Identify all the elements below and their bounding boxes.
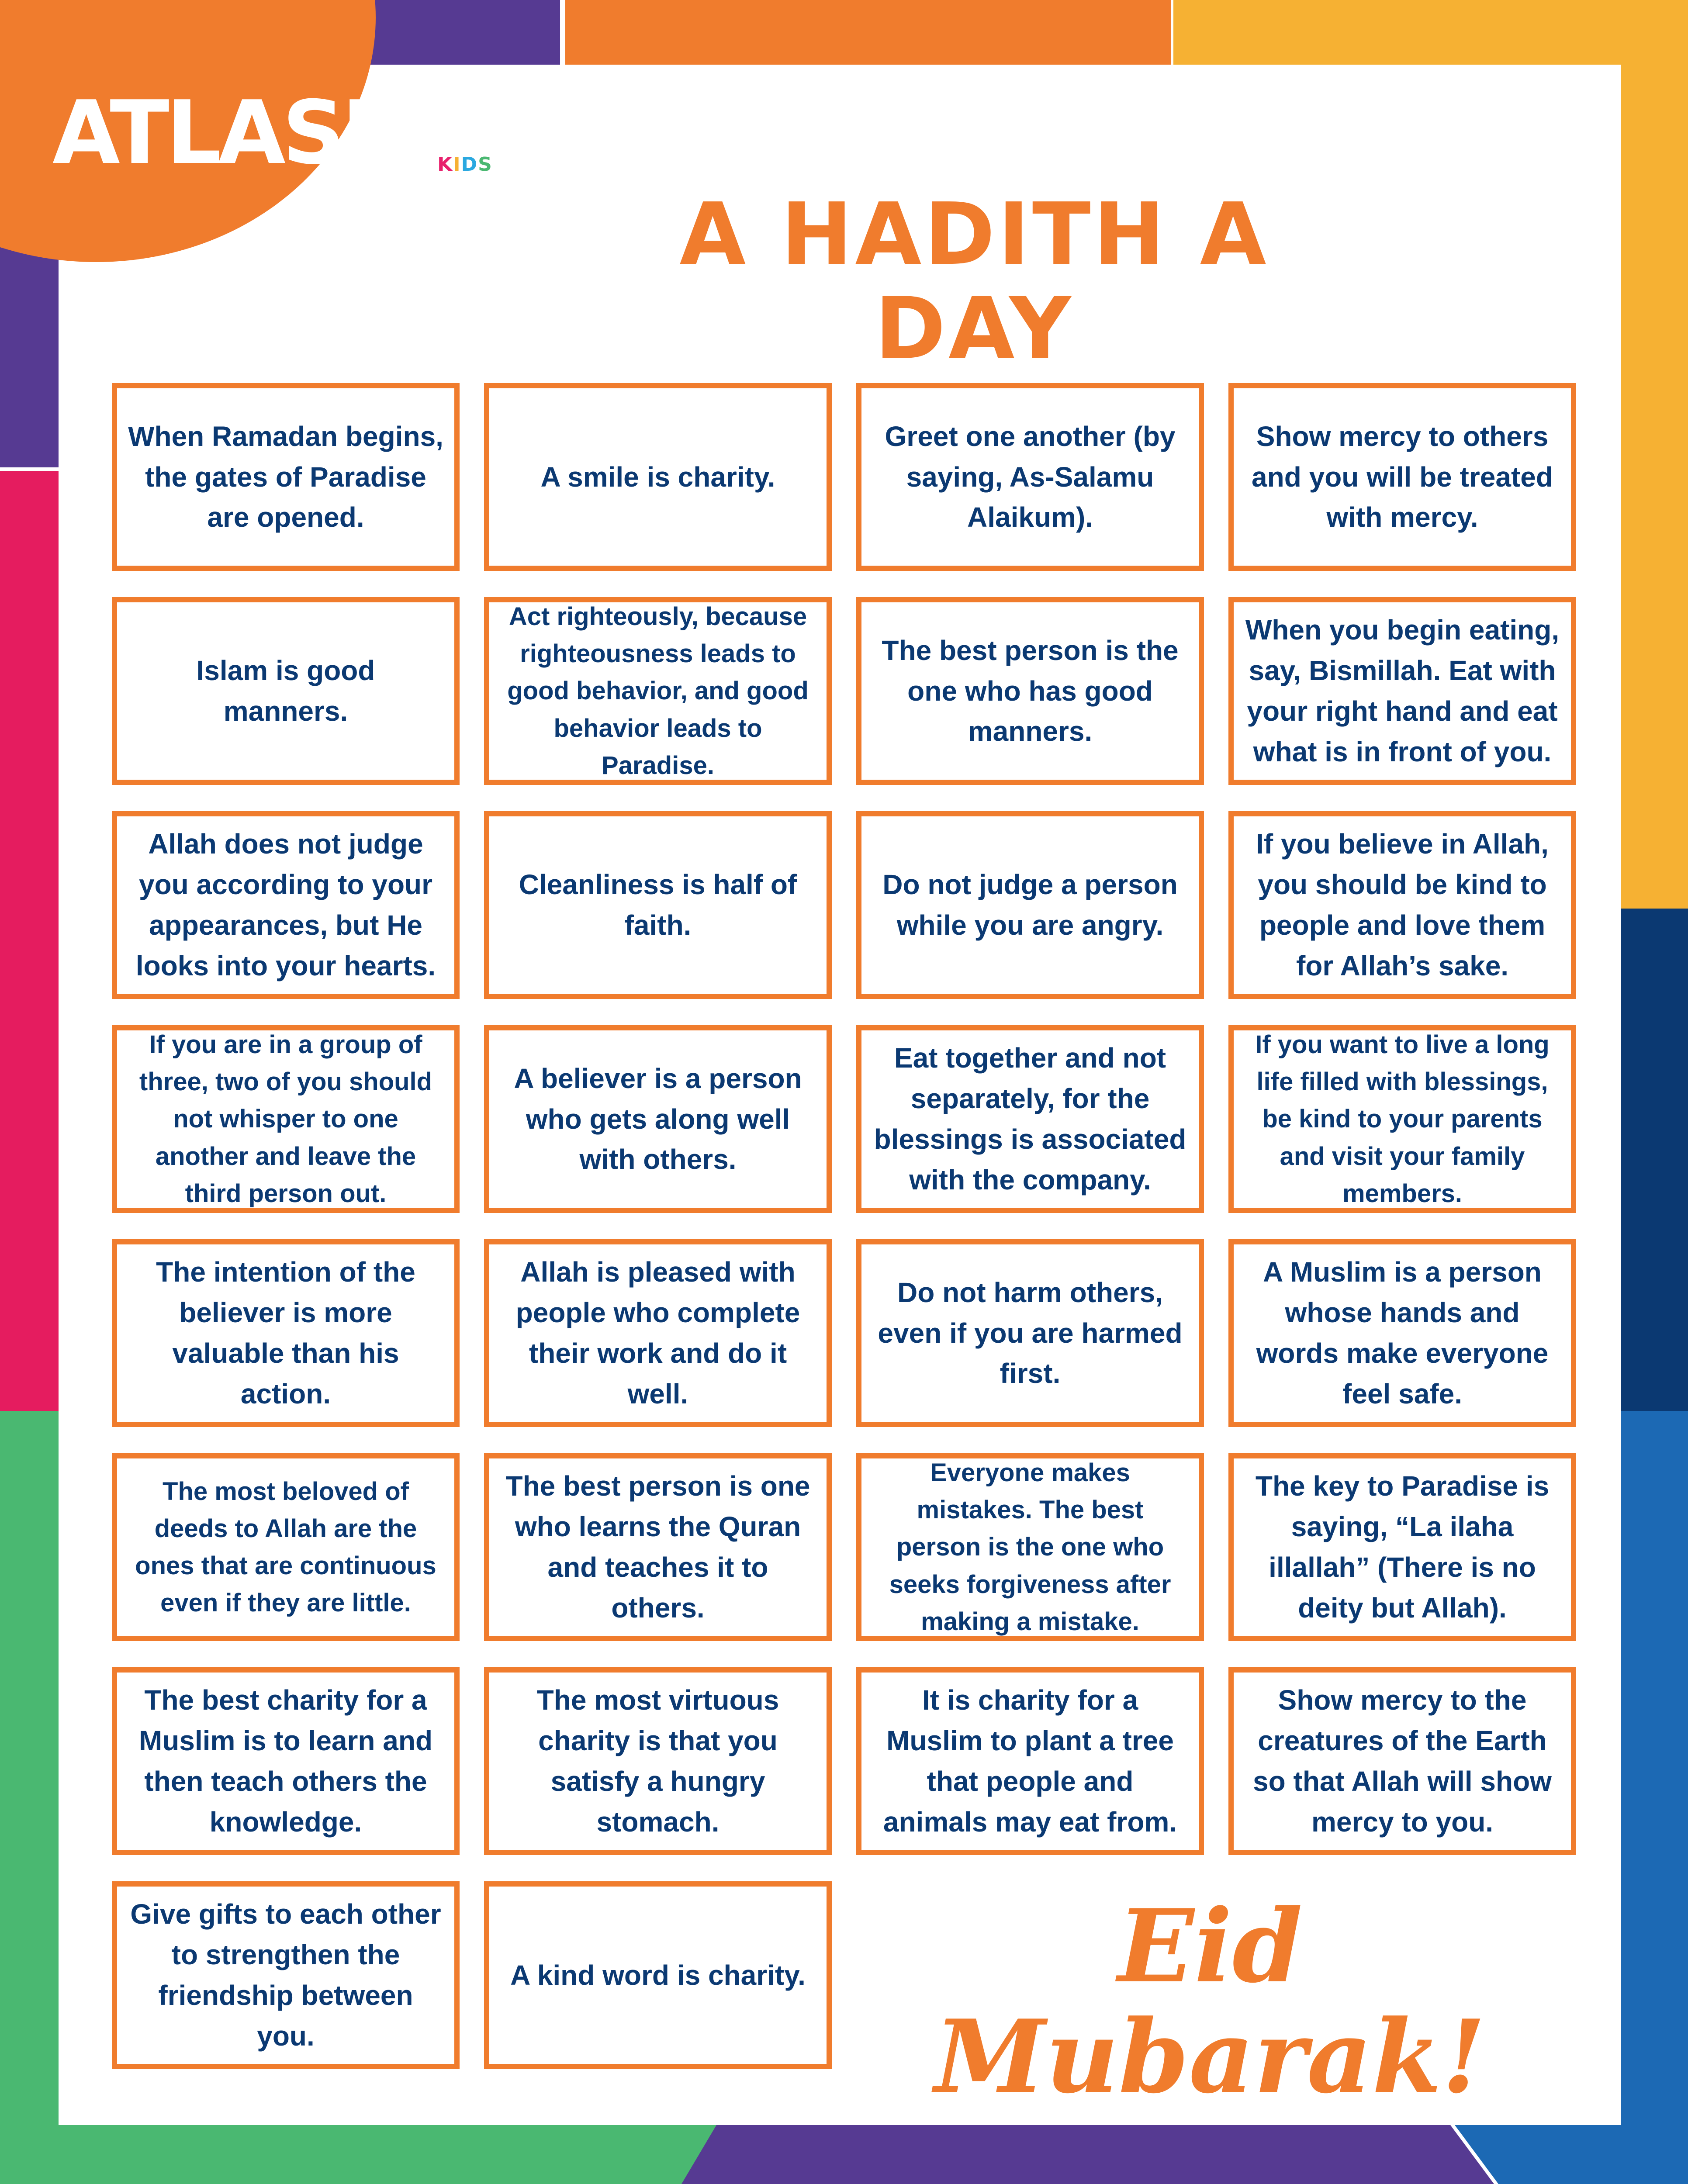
frame-bottom-blue xyxy=(1455,2125,1688,2184)
hadith-card: The most virtuous charity is that you satisfy a hungry stomach. xyxy=(484,1667,832,1855)
frame-bottom-purple xyxy=(681,2125,1494,2184)
hadith-card: If you believe in Allah, you should be kind to people and love them for Allah’s sake. xyxy=(1228,811,1576,999)
frame-left-green xyxy=(0,1411,59,2184)
frame-top-yellow xyxy=(1173,0,1688,65)
page-title: A HADITH A DAY xyxy=(679,185,1269,379)
hadith-card: Allah does not judge you according to your appearances, but He looks into your hearts. xyxy=(112,811,460,999)
hadith-card: The most beloved of deeds to Allah are the ones that are continuous even if they are little. xyxy=(112,1453,460,1641)
hadith-card: A kind word is charity. xyxy=(484,1881,832,2069)
hadith-card: The key to Paradise is saying, “La ilaha illallah” (There is no deity but Allah). xyxy=(1228,1453,1576,1641)
hadith-card: A believer is a person who gets along well with others. xyxy=(484,1025,832,1213)
hadith-card: Show mercy to others and you will be treated with mercy. xyxy=(1228,383,1576,571)
frame-right-yellow xyxy=(1621,0,1688,909)
eid-greeting: Eid Mubarak! xyxy=(934,1887,1486,2116)
hadith-card: The best person is one who learns the Quran and teaches it to others. xyxy=(484,1453,832,1641)
frame-bottom-green xyxy=(0,2125,716,2184)
brand-logo xyxy=(52,82,493,184)
frame-right-navy xyxy=(1621,909,1688,1411)
hadith-card: The best charity for a Muslim is to learn and then teach others the knowledge. xyxy=(112,1667,460,1855)
hadith-card: Do not judge a person while you are angry. xyxy=(856,811,1204,999)
hadith-card: If you are in a group of three, two of you should not whisper to one another and leave the third person out. xyxy=(112,1025,460,1213)
hadith-card: The intention of the believer is more valuable than his action. xyxy=(112,1239,460,1427)
hadith-card: The best person is the one who has good manners. xyxy=(856,597,1204,785)
frame-right-blue xyxy=(1621,1411,1688,2184)
hadith-card: It is charity for a Muslim to plant a tree that people and animals may eat from. xyxy=(856,1667,1204,1855)
hadith-card: Everyone makes mistakes. The best person is the one who seeks forgiveness after making a mistake. xyxy=(856,1453,1204,1641)
hadith-card: Act righteously, because righteousness leads to good behavior, and good behavior leads to Paradise. xyxy=(484,597,832,785)
hadith-card: Do not harm others, even if you are harmed first. xyxy=(856,1239,1204,1427)
hadith-card: When Ramadan begins, the gates of Paradise are opened. xyxy=(112,383,460,571)
hadith-card: A smile is charity. xyxy=(484,383,832,571)
hadith-card: When you begin eating, say, Bismillah. Eat with your right hand and eat what is in front of you. xyxy=(1228,597,1576,785)
hadith-card: A Muslim is a person whose hands and words make everyone feel safe. xyxy=(1228,1239,1576,1427)
hadith-card: Allah is pleased with people who complete their work and do it well. xyxy=(484,1239,832,1427)
hadith-card: Islam is good manners. xyxy=(112,597,460,785)
frame-left-magenta xyxy=(0,471,59,1411)
hadith-card: Cleanliness is half of faith. xyxy=(484,811,832,999)
hadith-card: If you want to live a long life filled with blessings, be kind to your parents and visit your family members. xyxy=(1228,1025,1576,1213)
hadith-card: Greet one another (by saying, As-Salamu Alaikum). xyxy=(856,383,1204,571)
hadith-card: Eat together and not separately, for the blessings is associated with the company. xyxy=(856,1025,1204,1213)
logo-sub: KIDS xyxy=(437,153,493,176)
logo-name: ATLASIA xyxy=(52,82,435,184)
frame-top-orange xyxy=(565,0,1171,65)
hadith-card: Give gifts to each other to strengthen the friendship between you. xyxy=(112,1881,460,2069)
hadith-card: Show mercy to the creatures of the Earth so that Allah will show mercy to you. xyxy=(1228,1667,1576,1855)
